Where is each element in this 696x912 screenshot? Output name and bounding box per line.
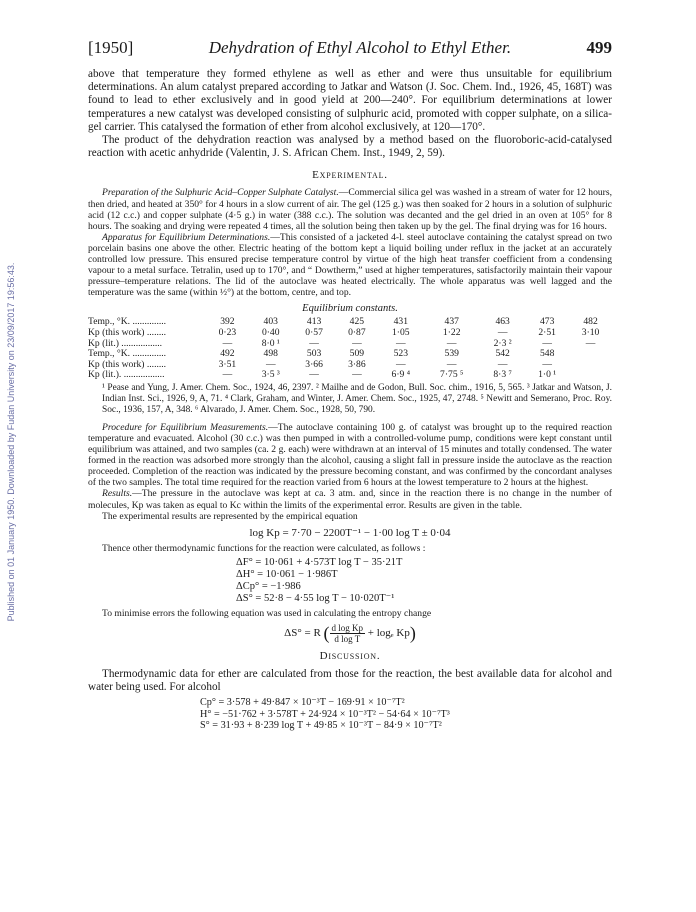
table-cell: 1·0 ¹ [538,369,557,381]
entropy-equation: ΔS° = R ( $\frac{\text{d log Kp}}{\text{d log T}}$ + logₑ Kp) [284,622,416,644]
equation-delta-s: ΔS° = 52·8 − 4·55 log T − 10·020T⁻¹ [236,592,395,604]
entropy-denominator: d log T [334,633,361,644]
table-cell: 7·75 ⁵ [440,369,464,381]
table-cell: 392 [220,316,235,328]
table-cell: — [352,337,362,349]
table-cell: 503 [306,348,322,360]
alcohol-equation-set [200,697,612,731]
discussion-paragraph: Thermodynamic data for ether are calculated from those for the reaction, the best available data for alcohol and water being used. For alcohol [88,667,612,694]
table-cell: 8·3 ⁷ [493,369,512,381]
table-row-label: Kp (this work) ........ [88,358,167,370]
table-cell: 0·87 [348,326,366,338]
table-cell: 463 [495,316,510,328]
table-cell: 548 [539,348,555,360]
equation-delta-f: ΔF° = 10·061 + 4·573T log T − 35·21T [236,556,403,568]
table-cell: 413 [306,316,322,328]
empirical-intro: The experimental results are represented by the empirical equation [102,510,358,522]
table-caption: Equilibrium constants. [302,303,398,315]
table-cell: — [446,337,457,349]
table-cell: — [542,358,552,370]
entropy-fraction [330,623,366,644]
table-row [88,328,612,339]
empirical-equation: log Kp = 7·70 − 2200T⁻¹ − 1·00 log T ± 0·04 [249,526,451,539]
table-row-label: Kp (lit.). ................. [88,369,165,381]
table-cell: — [497,358,508,370]
results-paragraph [88,488,612,510]
table-cell: — [352,369,362,381]
table-cell: — [222,369,233,381]
table-cell: — [396,358,406,370]
table-cell: 509 [349,348,365,360]
table-row-label: Kp (this work) ........ [88,326,167,338]
table-cell: 431 [393,316,408,328]
table-cell: — [265,358,276,370]
table-cell: — [542,337,552,349]
table-row-label: Kp (lit.) ................. [88,337,163,349]
table-cell: 542 [495,348,510,360]
page-number: 499 [586,38,612,57]
download-watermark-text: Published on 01 January 1950. Downloaded by Fudan University on 23/09/2017 19:56:43. [6,262,16,622]
download-watermark [0,0,22,912]
equation-alcohol-cp: Cp° = 3·578 + 49·847 × 10⁻³T − 169·91 × 10⁻⁷T² [200,697,405,709]
table-cell: 2·51 [538,326,556,338]
table-cell: 3·5 ³ [261,369,280,381]
discussion-heading: Discussion. [319,649,381,662]
table-cell: — [309,369,319,381]
running-header [88,38,612,64]
table-cell: 492 [220,348,235,360]
table-cell: 425 [349,316,365,328]
intro-paragraph-2: The product of the dehydration reaction was analysed by a method based on the fluoroboric-acid-catalysed reaction with acetic anhydride (Valentin, J. S. African Chem. Inst., 1949, 2, 59). [88,134,612,160]
procedure-title: Procedure for Equilibrium Measurements. [102,421,269,433]
table-cell: — [222,337,233,349]
equation-delta-cp: ΔCp° = −1·986 [236,580,301,592]
table-cell: 0·23 [218,326,237,338]
procedure-text: —The autoclave containing 100 g. of catalyst was brought up to the required reaction temperature and evacuated. Alcohol (30 c.c.) was then pumped in with a controlled-volume pump, conditions were kept constant until equilibrium was attained, and two samples (ca. 2 g. each) were withdrawn at an interval of 15 minutes and totally condensed. The water formed in the reaction was adsorbed more strongly than the alcohol, causing a slight fall in pressure inside the autoclave as the reaction proceeded. Completion of the reaction was indicated by the pressure becoming constant, and was confirmed by the concordant analyses of the two samples. The total time required for the reaction varied from 6 hours at the lowest temperature to 2 hours at the highest. [88,421,613,489]
header-title: Dehydration of Ethyl Alcohol to Ethyl Ether. [208,38,512,57]
intro-paragraph-1: above that temperature they formed ethylene as well as ether and were thus unsuitable for equilibrium determinations. An alum catalyst prepared according to Jatkar and Watson (J. Soc. Chem. Ind., 1926, 45, 168T) was found to lead to ether exclusively and in good yield at 200—240°. For equilibrium determinations at lower temperatures a new catalyst was developed consisting of sulphuric acid, promoted with copper sulphate, on a silica-gel carrier. This catalysed the formation of ether from alcohol exclusively, at 120—170°. [88,68,612,133]
apparatus-text: —This consisted of a jacketed 4-l. steel autoclave containing the catalyst spread on two porcelain basins one above the other. Electric heating of the bottom kept a liquid boiling under reflux in the jacket at an accurately controlled low pressure. This ensured precise temperature control by virtue of the high heat transfer coefficient from a condensing vapour to a metal surface. Tetralin, used up to 170°, and “ Dowtherm,” used at higher temperatures, satisfactorily maintain their vapour pressure–temperature relations. The lid of the autoclave was heated electrically. The whole apparatus was well lagged and the temperature was the same (within ½°) at the bottom, centre, and top. [88,231,612,299]
thermo-equation-set [236,557,612,605]
table-cell [569,370,612,381]
results-title: Results. [102,488,133,500]
results-text: —The pressure in the autoclave was kept at ca. 3 atm. and, since in the reaction there is no change in the number of molecules, Kp was taken as equal to Kc within the limits of the experimental error. Results are given in the table. [88,488,612,511]
table-cell: 473 [539,316,555,328]
table-row-label: Temp., °K. .............. [88,348,167,360]
table-cell: 3·51 [218,358,237,370]
table-cell: — [446,358,457,370]
header-year: [1950] [88,38,134,57]
table-cell: 8·0 ¹ [261,337,280,349]
catalyst-preparation-paragraph [88,187,612,231]
table-row-label: Temp., °K. .............. [88,316,167,328]
table-cell: 498 [263,348,278,360]
entropy-numerator: d log Kp [331,622,364,633]
equation-delta-h: ΔH° = 10·061 − 1·986T [236,568,338,580]
table-cell: 2·3 ² [493,337,512,349]
table-cell: 539 [444,348,459,360]
catalyst-preparation-title: Preparation of the Sulphuric Acid–Copper Sulphate Catalyst. [102,187,339,199]
entropy-tail: + logₑ Kp [367,626,410,639]
table-row [88,370,612,381]
table-cell [569,360,612,371]
table-row [88,360,612,371]
table-cell: 3·10 [581,326,600,338]
table-footnotes: ¹ Pease and Yung, J. Amer. Chem. Soc., 1924, 46, 2397. ² Mailhe and de Godon, Bull. Soc. chim., 1916, 5, 565. ³ Jatkar and Watson, J. Indian Inst. Sci., 1926, 9, A, 71. ⁴ Clark, Graham, and Winter, J. Amer. Chem. Soc., 1925, 47, 2748. ⁵ Newitt and Semerano, Proc. Roy. Soc., 1936, 157, A, 348. ⁶ Alvarado, J. Amer. Chem. Soc., 1928, 50, 790. [102,382,612,415]
table-cell: 1·05 [392,326,410,338]
table-cell: 523 [393,348,408,360]
table-cell: — [497,326,508,338]
table-cell [569,349,612,360]
table-cell: — [396,337,406,349]
equilibrium-table [88,317,612,381]
table-cell: 3·86 [348,358,366,370]
table-cell: 0·57 [305,326,323,338]
table-cell: — [585,337,596,349]
table-cell: 403 [263,316,278,328]
table-cell: 1·22 [442,326,461,338]
apparatus-title: Apparatus for Equilibrium Determinations. [102,231,271,243]
equation-alcohol-h: H° = −51·762 + 3·578T + 24·924 × 10⁻³T² − 54·64 × 10⁻⁷T³ [200,708,450,720]
table-cell: 437 [444,316,459,328]
table-cell: 482 [583,316,598,328]
table-cell: — [309,337,319,349]
entropy-intro: To minimise errors the following equation was used in calculating the entropy change [102,607,432,619]
equation-alcohol-s: S° = 31·93 + 8·239 log T + 49·85 × 10⁻³T − 84·9 × 10⁻⁷T² [200,720,442,732]
paper-page [88,38,612,735]
experimental-heading: Experimental. [312,169,388,182]
table-cell: 6·9 ⁴ [391,369,411,381]
apparatus-paragraph [88,232,612,299]
table-cell: 0·40 [261,326,280,338]
entropy-lhs: ΔS° = R [284,626,321,639]
catalyst-preparation-text: —Commercial silica gel was washed in a stream of water for 12 hours, then dried, and heated at 350° for 4 hours in a slow current of air. The gel (125 g.) was then soaked for 2 hours in a solution of sulphuric acid (12 c.c.) and copper sulphate (4·5 g.) in water (388 c.c.). The solution was decanted and the gel dried in an oven at 105° for 8 hours. The soaking and drying were repeated 4 times, all the solution being then taken up by the gel. The final drying was for 16 hours. [88,187,612,232]
procedure-paragraph [88,422,612,489]
table-cell: 3·66 [305,358,323,370]
thermo-intro: Thence other thermodynamic functions for the reaction were calculated, as follows : [102,542,426,554]
